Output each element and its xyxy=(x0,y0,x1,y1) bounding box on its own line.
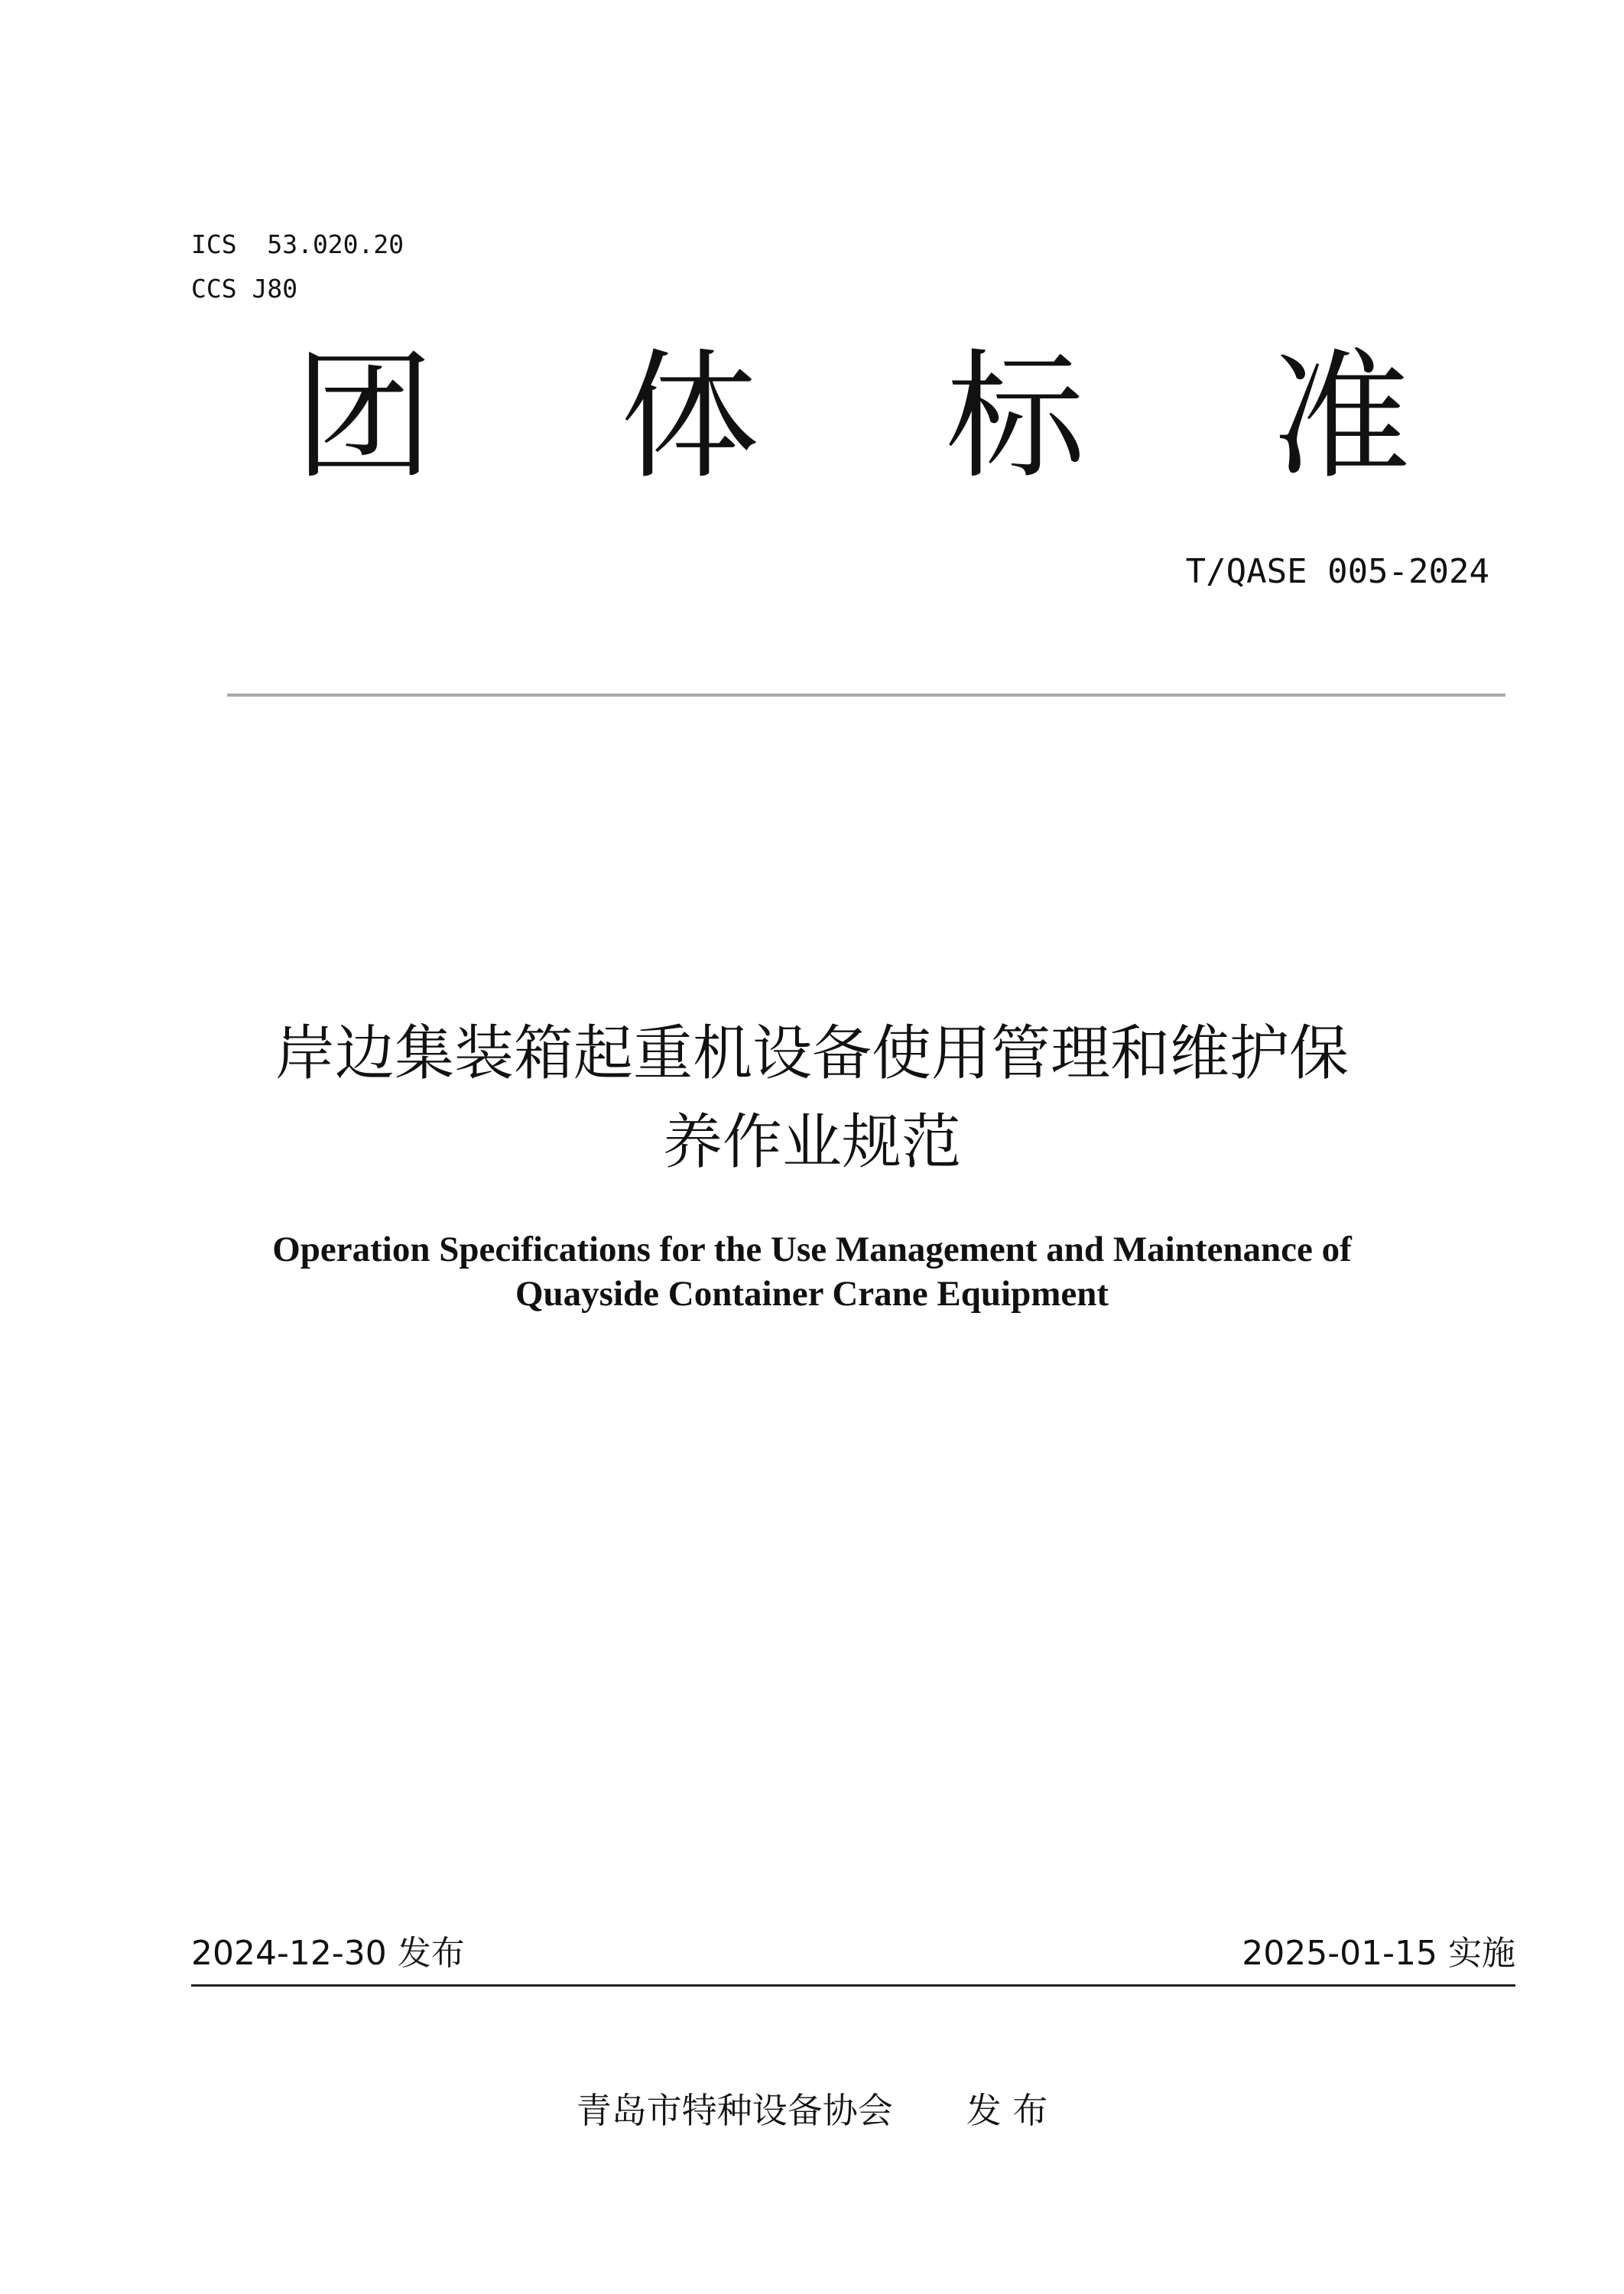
ccs-code: CCS J80 xyxy=(191,274,298,304)
date-row xyxy=(191,1931,1515,1977)
ics-code: ICS 53.020.20 xyxy=(191,229,404,259)
english-title-line-2: Quayside Container Crane Equipment xyxy=(515,1274,1109,1314)
publisher-org: 青岛市特种设备协会 xyxy=(576,2090,893,2131)
document-category-title xyxy=(294,329,1411,505)
category-char-2: 体 xyxy=(620,336,759,498)
category-char-4: 准 xyxy=(1272,336,1411,498)
chinese-title-line-1: 岸边集装箱起重机设备使用管理和维护保 xyxy=(274,1019,1349,1088)
category-char-3: 标 xyxy=(946,336,1085,498)
publish-date: 2024-12-30 发布 xyxy=(191,1934,465,1973)
chinese-title-line-2: 养作业规范 xyxy=(662,1108,961,1177)
publisher-line xyxy=(0,2088,1624,2133)
footer-divider xyxy=(191,1984,1515,1987)
implement-date: 2025-01-15 实施 xyxy=(1242,1934,1515,1973)
header-divider xyxy=(227,694,1505,697)
standard-code: T/QASE 005-2024 xyxy=(1185,552,1489,591)
chinese-title xyxy=(153,1009,1471,1187)
english-title xyxy=(153,1227,1471,1316)
category-char-1: 团 xyxy=(294,336,434,498)
english-title-line-1: Operation Specifications for the Use Management and Maintenance of xyxy=(272,1230,1352,1269)
publisher-action: 发 布 xyxy=(966,2090,1048,2131)
